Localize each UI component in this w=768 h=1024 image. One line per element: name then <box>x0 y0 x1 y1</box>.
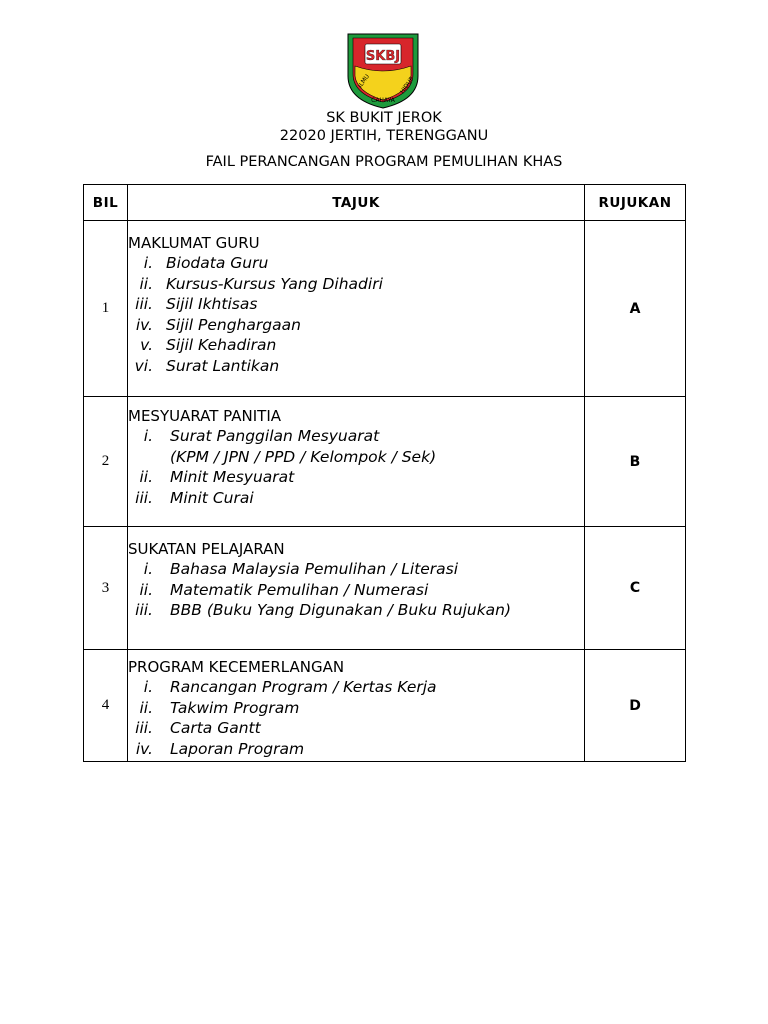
item-number: ii. <box>139 580 153 599</box>
item-number: v. <box>140 336 153 355</box>
crest-text: SKBJ <box>365 49 401 64</box>
list-item <box>128 580 584 601</box>
item-text: Laporan Program <box>170 739 305 758</box>
table-row <box>84 397 686 527</box>
row-rujukan: C <box>585 527 686 650</box>
item-number <box>128 447 170 468</box>
row-tajuk <box>128 527 585 650</box>
row-tajuk <box>128 221 585 397</box>
item-text: (KPM / JPN / PPD / Kelompok / Sek) <box>170 447 437 466</box>
item-number: iv. <box>135 315 153 334</box>
item-number: iii. <box>135 719 153 738</box>
school-name: SK BUKIT JEROK <box>326 110 442 126</box>
item-text: Minit Curai <box>170 488 254 507</box>
table-row <box>84 650 686 762</box>
row-rujukan: D <box>585 650 686 762</box>
item-text: Matematik Pemulihan / Numerasi <box>170 580 429 599</box>
item-text: Surat Lantikan <box>166 356 280 375</box>
item-number: ii. <box>139 468 153 487</box>
section-title: SUKATAN PELAJARAN <box>128 540 285 558</box>
item-text: Surat Panggilan Mesyuarat <box>170 427 380 445</box>
item-text: Kursus-Kursus Yang Dihadiri <box>166 274 383 293</box>
item-text: Minit Mesyuarat <box>170 468 295 487</box>
section-title: MESYUARAT PANITIA <box>128 407 282 425</box>
document-title: FAIL PERANCANGAN PROGRAM PEMULIHAN KHAS <box>205 154 563 170</box>
item-text: Rancangan Program / Kertas Kerja <box>170 678 437 696</box>
item-number: ii. <box>139 698 153 717</box>
row-bil: 2 <box>84 397 128 527</box>
item-number: iii. <box>135 295 153 314</box>
list-item <box>128 356 584 377</box>
list-item <box>128 718 584 739</box>
section-title: MAKLUMAT GURU <box>128 234 260 252</box>
list-item <box>128 488 584 509</box>
item-text: Sijil Penghargaan <box>166 315 301 334</box>
list-item <box>128 600 584 621</box>
crest-motto-1: ILMU <box>356 73 372 90</box>
row-tajuk <box>128 397 585 527</box>
list-item <box>128 739 584 760</box>
list-item <box>128 335 584 356</box>
list-item <box>128 426 584 447</box>
list-item <box>128 315 584 336</box>
crest-motto-3: HIDUP <box>398 75 416 96</box>
item-text: Sijil Ikhtisas <box>166 295 258 314</box>
school-crest-icon <box>345 30 421 110</box>
row-bil: 4 <box>84 650 128 762</box>
item-number: i. <box>143 560 153 578</box>
crest-motto-2: CAHAYA <box>371 97 395 104</box>
list-item <box>128 447 584 468</box>
item-number: iv. <box>135 739 153 758</box>
item-text: Carta Gantt <box>170 719 261 738</box>
table-row <box>84 527 686 650</box>
row-rujukan: B <box>585 397 686 527</box>
item-number: i. <box>143 678 153 696</box>
plan-table <box>83 184 686 762</box>
list-item <box>128 274 584 295</box>
item-text: Biodata Guru <box>166 254 269 272</box>
item-number: i. <box>143 427 153 445</box>
row-bil: 3 <box>84 527 128 650</box>
item-text: BBB (Buku Yang Digunakan / Buku Rujukan) <box>170 601 512 620</box>
school-address: 22020 JERTIH, TERENGGANU <box>279 128 489 144</box>
item-number: iii. <box>135 601 153 620</box>
header-rujukan: RUJUKAN <box>585 185 686 221</box>
list-item <box>128 698 584 719</box>
list-item <box>128 253 584 274</box>
list-item <box>128 677 584 698</box>
item-number: iii. <box>135 488 153 507</box>
item-number: ii. <box>139 274 153 293</box>
item-text: Takwim Program <box>170 698 300 717</box>
item-number: i. <box>143 254 153 272</box>
row-rujukan: A <box>585 221 686 397</box>
row-tajuk <box>128 650 585 762</box>
table-row <box>84 221 686 397</box>
list-item <box>128 559 584 580</box>
row-bil: 1 <box>84 221 128 397</box>
header-tajuk: TAJUK <box>128 185 585 221</box>
list-item <box>128 294 584 315</box>
section-title: PROGRAM KECEMERLANGAN <box>128 658 345 676</box>
table-header-row <box>84 185 686 221</box>
item-text: Bahasa Malaysia Pemulihan / Literasi <box>170 560 459 578</box>
header-bil: BIL <box>84 185 128 221</box>
list-item <box>128 467 584 488</box>
item-number: vi. <box>134 356 153 375</box>
item-text: Sijil Kehadiran <box>166 336 277 355</box>
